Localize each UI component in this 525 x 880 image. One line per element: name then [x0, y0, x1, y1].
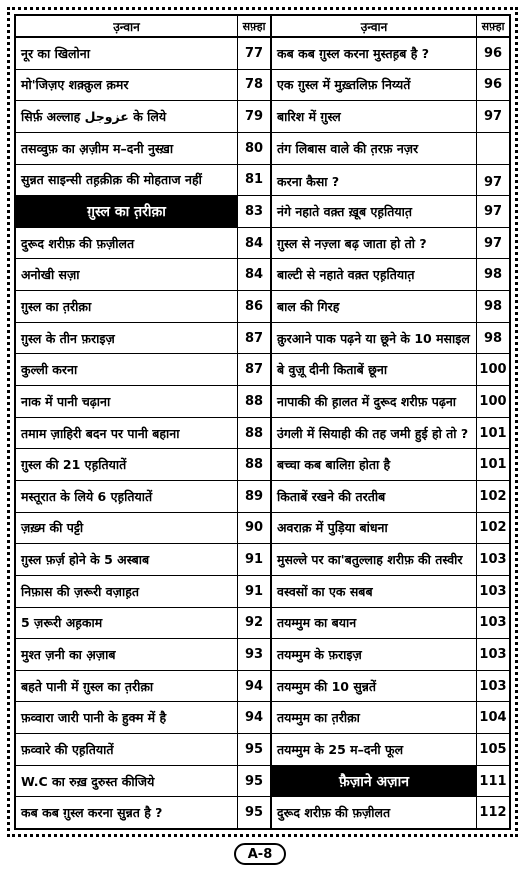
entry-title: तयम्मुम का बयान — [277, 615, 357, 631]
toc-row — [272, 576, 509, 608]
entry-page: 92 — [237, 608, 270, 639]
entry-title: मुसल्ले पर का'बतुल्लाह शरीफ़ की तस्वीर — [277, 552, 463, 568]
entry-title: फ़व्वारे की एह़तियातें — [21, 741, 114, 757]
entry-page: 88 — [237, 418, 270, 449]
toc-row — [16, 449, 270, 481]
entry-page: 97 — [476, 101, 509, 132]
toc-row — [16, 133, 270, 165]
toc-row — [16, 513, 270, 545]
entry-title: ज़ख़्म की पट्टी — [21, 520, 84, 536]
entry-page: 79 — [237, 101, 270, 132]
entry-title: कब कब ग़ुस्ल करना सुन्नत है ? — [21, 805, 163, 821]
entry-page: 104 — [476, 702, 509, 733]
entry-page: 95 — [237, 734, 270, 765]
entry-page — [476, 133, 509, 164]
toc-row — [16, 259, 270, 291]
entry-page: 94 — [237, 671, 270, 702]
entry-title: बाल्टी से नहाते वक़्त एह़तियात़ — [277, 267, 415, 283]
toc-row — [16, 291, 270, 323]
entry-title: वस्वसों का एक सबब — [277, 583, 373, 599]
toc-row — [16, 418, 270, 450]
entry-page: 102 — [476, 481, 509, 512]
toc-row — [272, 323, 509, 355]
entry-page: 90 — [237, 513, 270, 544]
toc-row — [16, 165, 270, 197]
entry-title: तयम्मुम की 10 सुन्नतें — [277, 678, 377, 694]
entry-title: दुरूद शरीफ़ की फ़ज़ीलत — [21, 235, 135, 251]
entry-page: 89 — [237, 481, 270, 512]
toc-row — [16, 576, 270, 608]
toc-row — [272, 418, 509, 450]
contents-table — [14, 14, 511, 830]
entry-title: ग़ुस्ल फ़र्ज़ होने के 5 अस्बाब — [21, 552, 150, 568]
entry-page: 78 — [237, 70, 270, 101]
entry-title: फ़ैज़ाने अज़ान — [272, 766, 476, 797]
entry-title: निफ़ास की ज़रूरी वज़ाह़त — [21, 583, 139, 599]
right-column — [272, 16, 509, 828]
entry-page: 93 — [237, 639, 270, 670]
entry-page: 97 — [476, 196, 509, 227]
entry-title: तयम्मुम का त़रीक़ा — [277, 710, 360, 726]
entry-title: बच्चा कब बालिग़ होता है — [277, 457, 391, 473]
entry-title: मो'जिज़ए शक़्क़ुल क़मर — [21, 77, 129, 93]
entry-title: ग़ुस्ल के तीन फ़राइज़ — [21, 330, 115, 346]
toc-row — [16, 70, 270, 102]
header-title: उ़न्वान — [360, 19, 388, 34]
entry-title: कब कब ग़ुस्ल करना मुस्तह़ब है ? — [277, 45, 429, 61]
entry-title: नाक में पानी चढ़ाना — [21, 393, 111, 409]
toc-row — [272, 449, 509, 481]
entry-page: 84 — [237, 259, 270, 290]
entry-title: ग़ुस्ल का त़रीक़ा — [21, 298, 92, 314]
entry-title: एक ग़ुस्ल में मुख़्तलिफ़ निय्यतें — [277, 77, 411, 93]
toc-row — [272, 386, 509, 418]
entry-title: तयम्मुम के फ़राइज़ — [277, 646, 362, 662]
toc-row — [272, 481, 509, 513]
entry-page: 91 — [237, 576, 270, 607]
entry-page: 87 — [237, 354, 270, 385]
entry-title: मस्तूरात के लिये 6 एह़तियातें — [21, 488, 153, 504]
entry-page: 87 — [237, 323, 270, 354]
entry-page: 105 — [476, 734, 509, 765]
entry-page: 84 — [237, 228, 270, 259]
toc-row — [272, 639, 509, 671]
entry-title: बहते पानी में ग़ुस्ल का त़रीक़ा — [21, 678, 154, 694]
entry-page: 88 — [237, 449, 270, 480]
entry-page: 88 — [237, 386, 270, 417]
toc-row — [16, 323, 270, 355]
entry-title: अनोखी सज़ा — [21, 267, 80, 283]
entry-title: अवराक़ में पुड़िया बांधना — [277, 520, 388, 536]
entry-title: कुल्ली करना — [21, 362, 78, 378]
entry-page: 100 — [476, 386, 509, 417]
toc-row — [272, 165, 509, 197]
entry-page: 97 — [476, 165, 509, 196]
toc-row — [16, 734, 270, 766]
toc-row — [16, 671, 270, 703]
entry-title: करना कैसा ? — [277, 174, 340, 190]
entry-page: 103 — [476, 671, 509, 702]
entry-title: किताबें रखने की तरतीब — [277, 488, 386, 504]
entry-title: उंगली में सियाही की तह जमी हुई हो तो ? — [277, 425, 469, 441]
entry-title: W.C का रुख़ दुरुस्त कीजिये — [21, 773, 155, 789]
entry-page: 77 — [237, 38, 270, 69]
right-rows — [272, 38, 509, 828]
entry-page: 80 — [237, 133, 270, 164]
section-heading-row — [272, 766, 509, 798]
toc-row — [272, 228, 509, 260]
toc-row — [272, 702, 509, 734]
right-header — [272, 16, 509, 38]
entry-page: 103 — [476, 608, 509, 639]
toc-row — [16, 639, 270, 671]
toc-row — [16, 38, 270, 70]
entry-title: मुश्त ज़नी का अ़ज़ाब — [21, 646, 116, 662]
entry-title: नंगे नहाते वक़्त ख़ूब एह़तियात़ — [277, 204, 412, 220]
entry-page: 103 — [476, 576, 509, 607]
entry-page: 98 — [476, 291, 509, 322]
toc-row — [16, 101, 270, 133]
entry-title: तंग लिबास वाले की त़रफ़ नज़र — [277, 140, 419, 156]
entry-title: नूर का खिलोना — [21, 45, 90, 61]
left-header — [16, 16, 270, 38]
entry-page: 98 — [476, 323, 509, 354]
entry-title: सिर्फ़ अल्लाह عزوجل के लिये — [21, 109, 167, 125]
left-rows — [16, 38, 270, 828]
section-heading-row — [16, 196, 270, 228]
entry-page: 83 — [237, 196, 270, 227]
entry-page: 103 — [476, 639, 509, 670]
toc-row — [16, 481, 270, 513]
entry-page: 95 — [237, 797, 270, 828]
header-page: सफ़्हा — [237, 16, 270, 36]
toc-row — [16, 354, 270, 386]
entry-title: बे वुज़ू दीनी किताबें छूना — [277, 362, 388, 378]
entry-title: 5 ज़रूरी अह़काम — [21, 615, 103, 631]
toc-row — [272, 133, 509, 165]
entry-title: ग़ुस्ल की 21 एह़तियातें — [21, 457, 127, 473]
entry-title: फ़व्वारा जारी पानी के हुक्म में है — [21, 710, 167, 726]
entry-page: 98 — [476, 259, 509, 290]
entry-page: 100 — [476, 354, 509, 385]
toc-row — [272, 734, 509, 766]
entry-page: 96 — [476, 38, 509, 69]
entry-title: नापाकी की ह़ालत में दुरूद शरीफ़ पढ़ना — [277, 393, 457, 409]
page-frame — [7, 7, 518, 837]
toc-row — [272, 196, 509, 228]
left-column — [16, 16, 272, 828]
toc-row — [272, 544, 509, 576]
entry-title: बाल की गिरह — [277, 298, 340, 314]
entry-title: दुरूद शरीफ़ की फ़ज़ीलत — [277, 805, 391, 821]
toc-row — [272, 797, 509, 828]
header-page: सफ़्हा — [476, 16, 509, 36]
entry-title: क़ुरआने पाक पढ़ने या छूने के 10 मसाइल — [277, 330, 470, 346]
entry-page: 101 — [476, 449, 509, 480]
entry-page: 101 — [476, 418, 509, 449]
entry-page: 94 — [237, 702, 270, 733]
entry-title: बारिश में ग़ुस्ल — [277, 109, 341, 125]
entry-title: तयम्मुम के 25 म–दनी फूल — [277, 741, 404, 757]
header-title: उ़न्वान — [113, 19, 140, 34]
entry-title: तसव्वुफ़ का अ़ज़ीम म–दनी नुस्ख़ा — [21, 140, 174, 156]
toc-row — [16, 608, 270, 640]
entry-page: 91 — [237, 544, 270, 575]
toc-row — [272, 101, 509, 133]
entry-title: ग़ुस्ल से नज़्ला बढ़ जाता हो तो ? — [277, 235, 427, 251]
entry-page: 112 — [476, 797, 509, 828]
toc-row — [16, 228, 270, 260]
entry-page: 102 — [476, 513, 509, 544]
toc-row — [16, 702, 270, 734]
toc-row — [272, 671, 509, 703]
toc-row — [16, 386, 270, 418]
toc-row — [16, 766, 270, 798]
toc-row — [272, 608, 509, 640]
toc-row — [272, 38, 509, 70]
entry-page: 103 — [476, 544, 509, 575]
entry-page: 81 — [237, 165, 270, 196]
entry-title: तमाम ज़ाहिरी बदन पर पानी बहाना — [21, 425, 180, 441]
toc-row — [272, 513, 509, 545]
toc-row — [272, 259, 509, 291]
toc-row — [272, 70, 509, 102]
toc-row — [16, 544, 270, 576]
toc-row — [272, 354, 509, 386]
entry-page: 111 — [476, 766, 509, 797]
entry-page: 95 — [237, 766, 270, 797]
entry-page: 86 — [237, 291, 270, 322]
toc-row — [16, 797, 270, 828]
entry-page: 97 — [476, 228, 509, 259]
toc-row — [272, 291, 509, 323]
entry-page: 96 — [476, 70, 509, 101]
page-number-badge: A-8 — [234, 843, 286, 865]
entry-title: ग़ुस्ल का त़रीक़ा — [16, 196, 237, 227]
entry-title: सुन्नत साइन्सी तह़क़ीक़ की मोहताज नहीं — [21, 172, 202, 188]
